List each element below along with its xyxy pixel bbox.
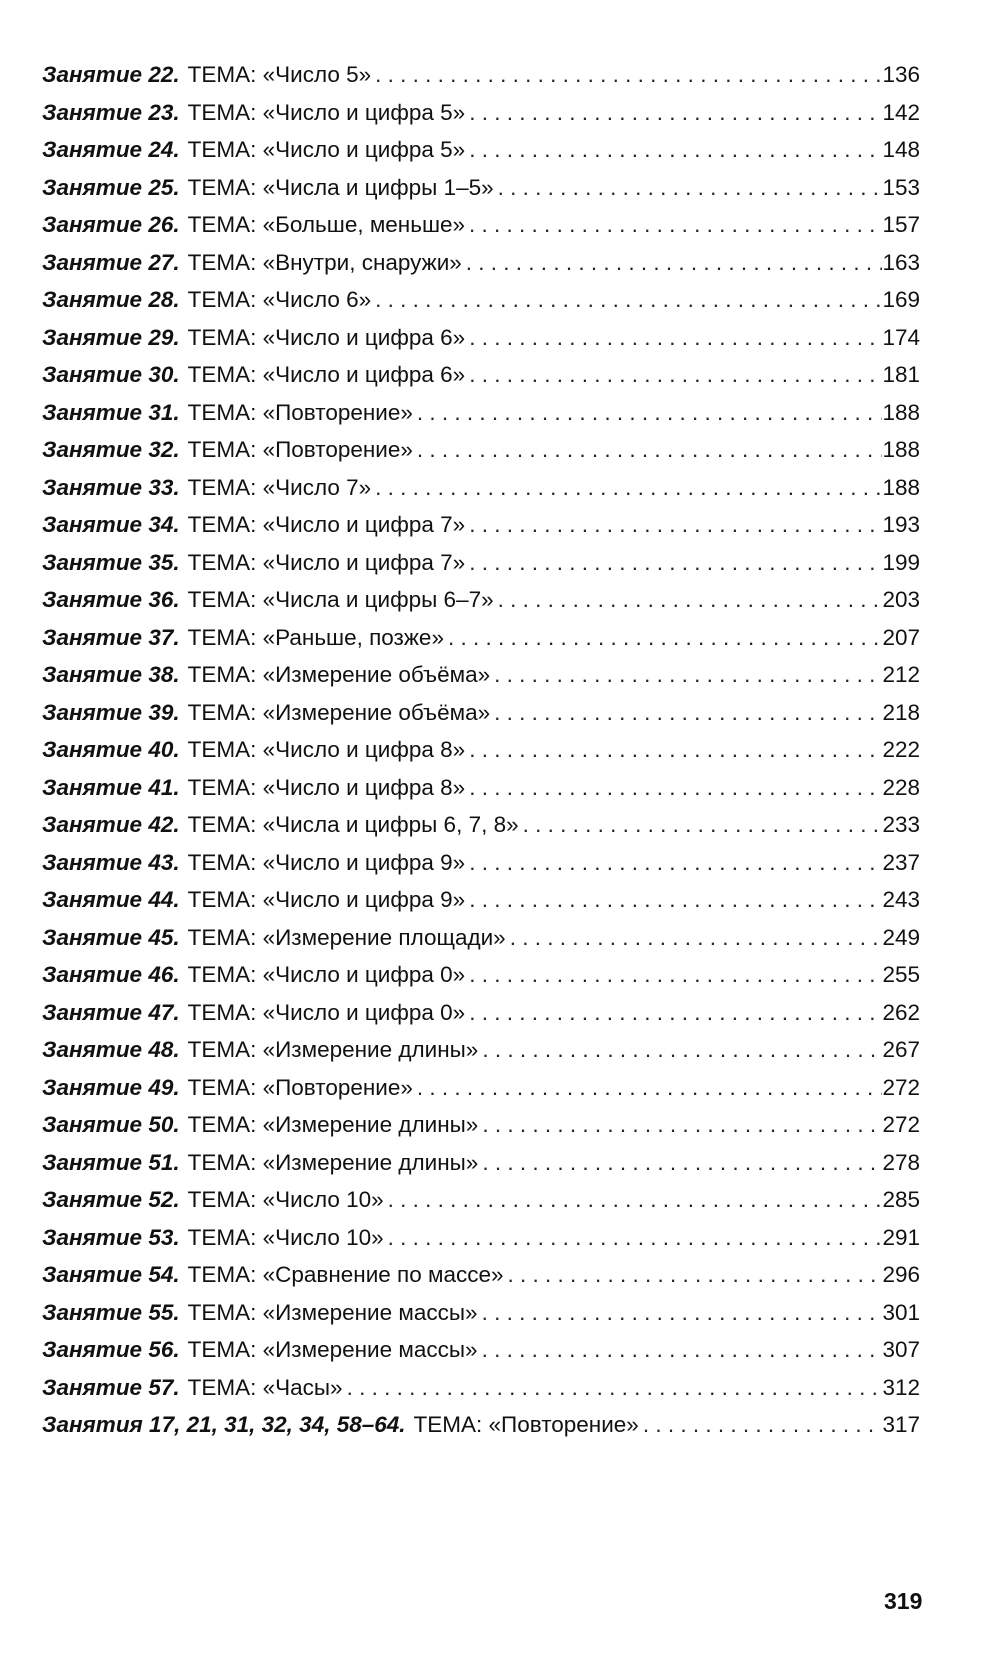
- lesson-number: Занятие 26.: [42, 212, 180, 237]
- lesson-topic: ТЕМА: «Сравнение по массе»: [187, 1262, 504, 1287]
- toc-entry: [42, 544, 920, 582]
- lesson-number: Занятие 32.: [42, 437, 180, 462]
- toc-page-number: 218: [882, 699, 920, 725]
- lesson-topic: ТЕМА: «Измерение массы»: [187, 1299, 478, 1325]
- toc-page-number: 237: [882, 849, 920, 875]
- lesson-topic: ТЕМА: «Число и цифра 9»: [187, 849, 466, 875]
- toc-page-number: 262: [882, 999, 920, 1025]
- dot-leader: [343, 1369, 882, 1407]
- lesson-topic: ТЕМА: «Число 6»: [187, 287, 372, 312]
- lesson-topic: ТЕМА: «Больше, меньше»: [187, 212, 466, 237]
- lesson-number: Занятие 37.: [42, 624, 180, 650]
- lesson-topic: ТЕМА: «Число и цифра 6»: [187, 362, 466, 387]
- lesson-topic: ТЕМА: «Измерение площади»: [187, 924, 506, 950]
- toc-entry: [42, 1406, 920, 1444]
- lesson-topic: ТЕМА: «Число 5»: [187, 62, 372, 87]
- toc-entry: [42, 1069, 920, 1107]
- lesson-number: Занятие 43.: [42, 849, 180, 875]
- dot-leader: [465, 769, 882, 807]
- page-number: 319: [884, 1588, 923, 1614]
- lesson-topic: ТЕМА: «Числа и цифры 6, 7, 8»: [187, 812, 519, 837]
- dot-leader: [465, 94, 882, 132]
- lesson-topic: ТЕМА: «Повторение»: [187, 399, 413, 425]
- lesson-topic: ТЕМА: «Повторение»: [187, 437, 413, 462]
- toc-page-number: 243: [882, 887, 920, 912]
- dot-leader: [465, 994, 882, 1032]
- dot-leader: [465, 319, 882, 357]
- toc-page-number: 301: [882, 1299, 920, 1325]
- lesson-topic: ТЕМА: «Число и цифра 8»: [187, 737, 466, 762]
- toc-entry: [42, 1219, 920, 1257]
- lesson-topic: ТЕМА: «Числа и цифры 6–7»: [187, 587, 494, 612]
- lesson-number: Занятие 30.: [42, 362, 180, 387]
- toc-page-number: 199: [882, 549, 920, 575]
- dot-leader: [465, 206, 882, 244]
- toc-page-number: 291: [882, 1224, 920, 1250]
- toc-entry: [42, 769, 920, 807]
- toc-entry: [42, 319, 920, 357]
- dot-leader: [384, 1219, 882, 1257]
- toc-entry: [42, 656, 920, 694]
- toc-entry: [42, 94, 920, 132]
- toc-entry: [42, 431, 920, 469]
- lesson-number: Занятие 36.: [42, 587, 180, 612]
- lesson-topic: ТЕМА: «Измерение объёма»: [187, 699, 491, 725]
- toc-page-number: 148: [882, 137, 920, 162]
- lesson-topic: ТЕМА: «Измерение объёма»: [187, 662, 491, 687]
- toc-entry: [42, 469, 920, 507]
- dot-leader: [478, 1144, 882, 1182]
- lesson-number: Занятие 38.: [42, 662, 180, 687]
- toc-entry: [42, 169, 920, 207]
- dot-leader: [371, 469, 882, 507]
- lesson-topic: ТЕМА: «Измерение длины»: [187, 1037, 479, 1062]
- toc-page-number: 193: [882, 512, 920, 537]
- lesson-topic: ТЕМА: «Число и цифра 0»: [187, 962, 466, 987]
- dot-leader: [465, 356, 882, 394]
- toc-page-number: 228: [882, 774, 920, 800]
- toc-page-number: 278: [882, 1149, 920, 1175]
- dot-leader: [371, 56, 882, 94]
- toc-entry: [42, 131, 920, 169]
- toc-entry: [42, 1369, 920, 1407]
- lesson-number: Занятие 48.: [42, 1037, 180, 1062]
- toc-entry: [42, 844, 920, 882]
- lesson-number: Занятие 31.: [42, 399, 180, 425]
- dot-leader: [494, 581, 882, 619]
- toc-page-number: 317: [882, 1412, 920, 1437]
- lesson-topic: ТЕМА: «Число и цифра 8»: [187, 774, 466, 800]
- toc-page-number: 272: [882, 1112, 920, 1137]
- dot-leader: [465, 956, 882, 994]
- lesson-number: Занятие 45.: [42, 924, 180, 950]
- toc-entry: [42, 244, 920, 282]
- dot-leader: [465, 844, 882, 882]
- lesson-topic: ТЕМА: «Число и цифра 7»: [187, 512, 466, 537]
- toc-entry: [42, 506, 920, 544]
- dot-leader: [490, 656, 882, 694]
- toc-entry: [42, 1294, 920, 1332]
- lesson-topic: ТЕМА: «Число и цифра 7»: [187, 549, 466, 575]
- lesson-number: Занятие 57.: [42, 1374, 180, 1400]
- lesson-number: Занятие 47.: [42, 999, 180, 1025]
- toc-entry: [42, 1181, 920, 1219]
- table-of-contents: [42, 56, 920, 1444]
- toc-page-number: 272: [882, 1074, 920, 1100]
- lesson-topic: ТЕМА: «Число и цифра 6»: [187, 324, 466, 350]
- lesson-number: Занятие 34.: [42, 512, 180, 537]
- lesson-number: Занятие 55.: [42, 1299, 180, 1325]
- toc-entry: [42, 281, 920, 319]
- dot-leader: [413, 431, 882, 469]
- lesson-topic: ТЕМА: «Повторение»: [187, 1074, 413, 1100]
- dot-leader: [413, 1069, 882, 1107]
- lesson-number: Занятие 46.: [42, 962, 180, 987]
- dot-leader: [462, 244, 882, 282]
- toc-page-number: 181: [882, 362, 920, 387]
- lesson-number: Занятие 54.: [42, 1262, 180, 1287]
- lesson-number: Занятие 35.: [42, 549, 180, 575]
- dot-leader: [478, 1031, 882, 1069]
- dot-leader: [478, 1106, 882, 1144]
- lesson-number: Занятие 22.: [42, 62, 180, 87]
- lesson-number: Занятие 41.: [42, 774, 180, 800]
- toc-page-number: 157: [882, 212, 920, 237]
- toc-page-number: 142: [882, 99, 920, 125]
- lesson-topic: ТЕМА: «Число и цифра 0»: [187, 999, 466, 1025]
- lesson-number: Занятие 27.: [42, 249, 180, 275]
- toc-entry: [42, 956, 920, 994]
- dot-leader: [519, 806, 882, 844]
- dot-leader: [413, 394, 882, 432]
- dot-leader: [465, 506, 882, 544]
- lesson-topic: ТЕМА: «Число 10»: [187, 1224, 384, 1250]
- lesson-topic: ТЕМА: «Измерение массы»: [187, 1337, 478, 1362]
- lesson-topic: ТЕМА: «Часы»: [187, 1374, 343, 1400]
- lesson-topic: ТЕМА: «Число и цифра 5»: [187, 137, 466, 162]
- toc-page-number: 153: [882, 174, 920, 200]
- toc-entry: [42, 731, 920, 769]
- toc-entry: [42, 394, 920, 432]
- toc-entry: [42, 1106, 920, 1144]
- lesson-number: Занятие 51.: [42, 1149, 180, 1175]
- toc-page-number: 203: [882, 587, 920, 612]
- toc-page-number: 233: [882, 812, 920, 837]
- toc-entry: [42, 619, 920, 657]
- lesson-number: Занятие 50.: [42, 1112, 180, 1137]
- lesson-number: Занятие 52.: [42, 1187, 180, 1212]
- lesson-number: Занятие 23.: [42, 99, 180, 125]
- dot-leader: [478, 1294, 882, 1332]
- toc-page-number: 163: [882, 249, 920, 275]
- lesson-number: Занятие 28.: [42, 287, 180, 312]
- toc-page-number: 212: [882, 662, 920, 687]
- lesson-number: Занятие 39.: [42, 699, 180, 725]
- toc-entry: [42, 1031, 920, 1069]
- toc-entry: [42, 994, 920, 1032]
- dot-leader: [465, 544, 882, 582]
- toc-page-number: 296: [882, 1262, 920, 1287]
- dot-leader: [465, 731, 882, 769]
- toc-page-number: 174: [882, 324, 920, 350]
- toc-page-number: 188: [882, 474, 920, 500]
- dot-leader: [639, 1406, 882, 1444]
- dot-leader: [465, 131, 882, 169]
- toc-page-number: 169: [882, 287, 920, 312]
- lesson-topic: ТЕМА: «Число 10»: [187, 1187, 384, 1212]
- toc-entry: [42, 919, 920, 957]
- lesson-topic: ТЕМА: «Повторение»: [413, 1412, 639, 1437]
- toc-page-number: 267: [882, 1037, 920, 1062]
- lesson-number: Занятия 17, 21, 31, 32, 34, 58–64.: [42, 1412, 406, 1437]
- dot-leader: [504, 1256, 882, 1294]
- lesson-number: Занятие 33.: [42, 474, 180, 500]
- toc-entry: [42, 356, 920, 394]
- lesson-topic: ТЕМА: «Раньше, позже»: [187, 624, 444, 650]
- lesson-topic: ТЕМА: «Измерение длины»: [187, 1149, 479, 1175]
- toc-page-number: 188: [882, 399, 920, 425]
- toc-entry: [42, 694, 920, 732]
- lesson-number: Занятие 29.: [42, 324, 180, 350]
- lesson-topic: ТЕМА: «Внутри, снаружи»: [187, 249, 462, 275]
- lesson-topic: ТЕМА: «Числа и цифры 1–5»: [187, 174, 494, 200]
- dot-leader: [465, 881, 882, 919]
- lesson-number: Занятие 25.: [42, 174, 180, 200]
- toc-entry: [42, 1144, 920, 1182]
- toc-page-number: 188: [882, 437, 920, 462]
- toc-entry: [42, 581, 920, 619]
- lesson-topic: ТЕМА: «Число 7»: [187, 474, 372, 500]
- toc-page-number: 312: [882, 1374, 920, 1400]
- dot-leader: [384, 1181, 882, 1219]
- lesson-number: Занятие 56.: [42, 1337, 180, 1362]
- toc-entry: [42, 56, 920, 94]
- toc-page-number: 285: [882, 1187, 920, 1212]
- lesson-topic: ТЕМА: «Число и цифра 5»: [187, 99, 466, 125]
- toc-page-number: 255: [882, 962, 920, 987]
- lesson-topic: ТЕМА: «Число и цифра 9»: [187, 887, 466, 912]
- toc-entry: [42, 1331, 920, 1369]
- lesson-number: Занятие 24.: [42, 137, 180, 162]
- lesson-number: Занятие 40.: [42, 737, 180, 762]
- toc-entry: [42, 206, 920, 244]
- toc-page-number: 222: [882, 737, 920, 762]
- lesson-number: Занятие 44.: [42, 887, 180, 912]
- lesson-number: Занятие 49.: [42, 1074, 180, 1100]
- dot-leader: [490, 694, 882, 732]
- toc-page-number: 249: [882, 924, 920, 950]
- dot-leader: [371, 281, 882, 319]
- toc-page-number: 307: [882, 1337, 920, 1362]
- toc-entry: [42, 1256, 920, 1294]
- toc-page-number: 207: [882, 624, 920, 650]
- toc-entry: [42, 881, 920, 919]
- toc-entry: [42, 806, 920, 844]
- lesson-number: Занятие 53.: [42, 1224, 180, 1250]
- dot-leader: [494, 169, 882, 207]
- lesson-topic: ТЕМА: «Измерение длины»: [187, 1112, 479, 1137]
- toc-page-number: 136: [882, 62, 920, 87]
- dot-leader: [506, 919, 882, 957]
- lesson-number: Занятие 42.: [42, 812, 180, 837]
- dot-leader: [478, 1331, 882, 1369]
- dot-leader: [444, 619, 882, 657]
